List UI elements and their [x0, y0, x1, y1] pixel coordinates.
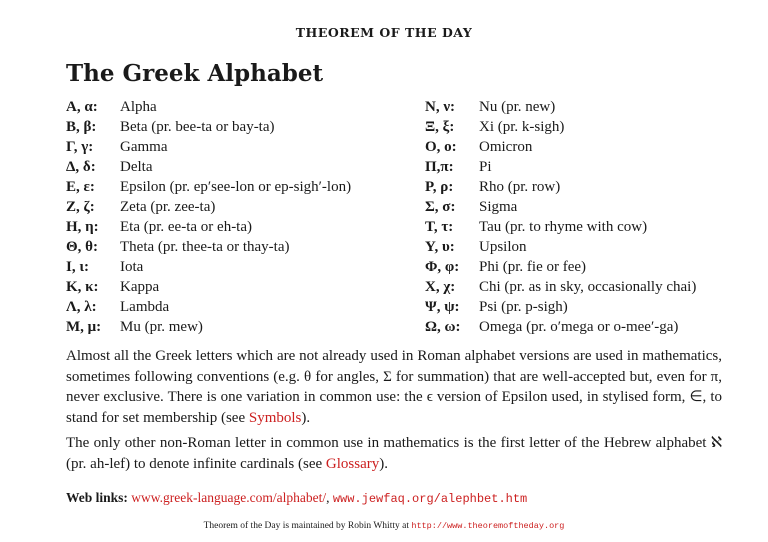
letter-name: Omicron [479, 139, 533, 155]
web-links-label: Web links: [66, 490, 128, 505]
letter-name: Tau (pr. to rhyme with cow) [479, 219, 648, 235]
letter-row-eta [66, 217, 351, 237]
letter-row-mu [66, 317, 351, 337]
letter-name: Chi (pr. as in sky, occasionally chai) [479, 279, 697, 295]
letter-symbols: Ι, ι: [66, 259, 89, 275]
letter-name: Sigma [479, 199, 518, 215]
letter-symbols: Π,π: [425, 159, 454, 175]
page-footer [0, 521, 768, 531]
letter-row-omega [425, 317, 696, 337]
letter-name: Delta [120, 159, 153, 175]
letter-row-phi [425, 257, 696, 277]
theoremoftheday-link[interactable]: http://www.theoremoftheday.org [411, 521, 565, 531]
page-header: THEOREM OF THE DAY [295, 25, 473, 40]
letter-name: Zeta (pr. zee-ta) [120, 199, 216, 215]
letter-symbols: Γ, γ: [66, 139, 94, 155]
letter-name: Kappa [120, 279, 160, 295]
letter-symbols: Υ, υ: [425, 239, 455, 255]
letter-name: Pi [479, 159, 492, 175]
letter-symbols: Η, η: [66, 219, 99, 235]
letter-row-chi [425, 277, 696, 297]
letter-symbols: Μ, μ: [66, 319, 102, 335]
letter-symbols: Σ, σ: [425, 199, 456, 215]
letter-name: Nu (pr. new) [479, 99, 556, 115]
letter-row-alpha [66, 97, 351, 117]
letter-row-sigma [425, 197, 696, 217]
paragraph-greek-usage [66, 346, 722, 428]
letter-name: Iota [120, 259, 144, 275]
letter-name: Gamma [120, 139, 168, 155]
letter-row-upsilon [425, 237, 696, 257]
letter-row-kappa [66, 277, 351, 297]
letter-symbols: Ε, ε: [66, 179, 95, 195]
letter-row-tau [425, 217, 696, 237]
letter-row-theta [66, 237, 351, 257]
symbols-link[interactable]: Symbols [248, 409, 302, 426]
paragraph-text: The only other non-Roman letter in common use in mathematics is the first letter of the Hebrew alphabet ℵ (pr. ah-lef) to denote infinite cardinals (see [66, 435, 722, 472]
letter-name: Epsilon (pr. ep′see-lon or ep-sigh′-lon) [120, 179, 352, 195]
jewfaq-link[interactable]: www.jewfaq.org/alephbet.htm [332, 492, 528, 506]
letter-row-delta [66, 157, 351, 177]
letter-row-omicron [425, 137, 696, 157]
alphabet-left-column [66, 97, 351, 337]
letter-symbols: Λ, λ: [66, 299, 97, 315]
letter-symbols: Ω, ω: [425, 319, 461, 335]
letter-symbols: Φ, φ: [425, 259, 460, 275]
letter-symbols: Α, α: [66, 99, 98, 115]
letter-name: Alpha [120, 99, 157, 115]
letter-name: Xi (pr. k-sigh) [479, 119, 565, 135]
letter-symbols: Ψ, ψ: [425, 299, 460, 315]
letter-row-beta [66, 117, 351, 137]
letter-name: Upsilon [479, 239, 527, 255]
letter-symbols: Ζ, ζ: [66, 199, 95, 215]
letter-symbols: Χ, χ: [425, 279, 456, 295]
letter-row-pi [425, 157, 696, 177]
letter-name: Theta (pr. thee-ta or thay-ta) [120, 239, 290, 255]
letter-name: Rho (pr. row) [479, 179, 561, 195]
letter-symbols: Ο, ο: [425, 139, 457, 155]
letter-name: Mu (pr. mew) [120, 319, 203, 335]
letter-row-epsilon [66, 177, 351, 197]
letter-row-xi [425, 117, 696, 137]
letter-row-rho [425, 177, 696, 197]
letter-row-zeta [66, 197, 351, 217]
letter-row-psi [425, 297, 696, 317]
letter-symbols: Ξ, ξ: [425, 119, 455, 135]
letter-name: Beta (pr. bee-ta or bay-ta) [120, 119, 275, 135]
greek-language-link[interactable]: www.greek-language.com/alphabet/ [131, 490, 327, 505]
letter-name: Lambda [120, 299, 170, 315]
letter-symbols: Κ, κ: [66, 279, 99, 295]
letter-name: Eta (pr. ee-ta or eh-ta) [120, 219, 253, 235]
letter-row-lambda [66, 297, 351, 317]
letter-symbols: Β, β: [66, 119, 97, 135]
web-links [66, 490, 527, 506]
letter-name: Psi (pr. p-sigh) [479, 299, 568, 315]
letter-row-iota [66, 257, 351, 277]
letter-symbols: Δ, δ: [66, 159, 96, 175]
letter-name: Phi (pr. fie or fee) [479, 259, 587, 275]
page-title: The Greek Alphabet [66, 60, 324, 87]
letter-symbols: Ρ, ρ: [425, 179, 454, 195]
letter-row-gamma [66, 137, 351, 157]
alphabet-right-column [425, 97, 696, 337]
paragraph-end: ). [379, 455, 388, 472]
letter-name: Omega (pr. o′mega or o-mee′-ga) [479, 319, 679, 335]
letter-symbols: Τ, τ: [425, 219, 454, 235]
paragraph-hebrew-aleph [66, 433, 722, 474]
letter-row-nu [425, 97, 696, 117]
letter-symbols: Ν, ν: [425, 99, 456, 115]
letter-symbols: Θ, θ: [66, 239, 98, 255]
glossary-link[interactable]: Glossary [325, 455, 380, 472]
paragraph-text: Almost all the Greek letters which are not already used in Roman alphabet versions are used in mathematics, sometimes following conventions (e.g. θ for angles, Σ for summation) that are well-accepted but, even for π, never exclusive. There is one variation in common use: the ϵ version of Epsilon used, in stylised form, ∈, to stand for set membership (see [66, 348, 722, 426]
footer-text: Theorem of the Day is maintained by Robin Whitty at [203, 521, 409, 531]
web-links-separator: , [326, 490, 330, 505]
paragraph-end: ). [301, 409, 311, 426]
